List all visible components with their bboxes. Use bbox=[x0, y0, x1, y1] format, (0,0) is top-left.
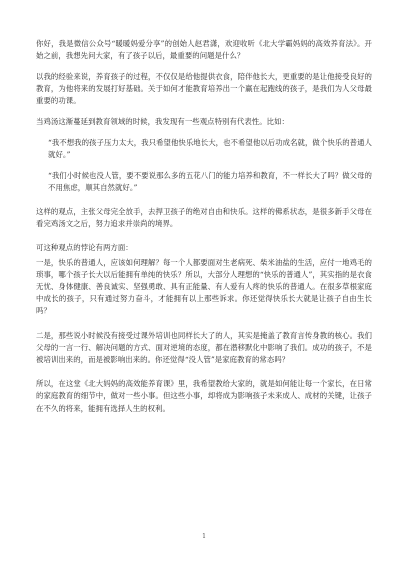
conclusion-paragraph: 所以，在这堂《北大妈妈的高效能养育课》里，我希望教给大家的，就是如何能让每一个家长，在日常的家庭教育的细节中，做对一些小事。但这些小事，却将成为影响孩子未来成人、成材的关键，让孩子在不久的将来，能拥有选择人生的权利。 bbox=[36, 379, 372, 413]
paradox-heading: 可这种观点的悖论有两方面： bbox=[36, 243, 133, 253]
buddhist-parenting-paragraph: 这样的观点，主张父母完全放手，去捍卫孩子的绝对自由和快乐。这样的佛系状态，是很多新手父母在看完鸡汤文之后，努力追求并崇尚的境界。 bbox=[36, 207, 372, 229]
quote-paragraph-1: “我不想我的孩子压力太大，我只希望他快乐地长大，也不希望他以后功成名就，做个快乐的普通人就好。” bbox=[48, 137, 372, 159]
experience-paragraph: 以我的经验来说，养育孩子的过程，不仅仅是给他提供衣食，陪伴他长大，更重要的是让他接受良好的教育，为他将来的发展打好基础。关于如何才能教育培养出一个赢在起跑线的孩子，是我们为人父母最重要的功课。 bbox=[36, 71, 372, 106]
paradox-two-paragraph: 二是，那些说小时候没有接受过课外培训也同样长大了的人，其实是掩盖了教育言传身教的核心。我们父母的一言一行、解决问题的方式、面对逆境的态度，都在潜移默化中影响了我们。成功的孩子，不是被培训出来的，而是被影响出来的。你还觉得“没人管”是家庭教育的常态吗？ bbox=[36, 330, 372, 365]
viewpoints-lead-paragraph: 当鸡汤这渐蔓延到教育领域的时候，我发现有一些观点特别有代表性。比如： bbox=[36, 117, 289, 127]
intro-paragraph: 你好，我是微信公众号“暖暖妈爱分享”的创始人赵君潇，欢迎收听《北大学霸妈妈的高效养育法》。开始之前，我想先问大家，有了孩子以后，最重要的问题是什么？ bbox=[36, 39, 372, 61]
page-number: 1 bbox=[202, 533, 206, 540]
quote-paragraph-2: “我们小时候也没人管，要不要说那么多的五花八门的能力培养和教育，不一样长大了吗？做父母的不用焦虑，顺其自然就好。” bbox=[48, 170, 372, 192]
paradox-one-paragraph: 一是，快乐的普通人，应该如何理解？每一个人都要面对生老病死、柴米油盐的生活，应付一地鸡毛的琐事，哪个孩子长大以后能拥有单纯的快乐？所以，大部分人理想的“快乐的普通人”，其实指的是衣食无忧、身体健康、善良诚实、坚强勇敢、具有正能量、有人爱有人疼的快乐的普通人。在很多草根家庭中成长的孩子，只有通过努力奋斗，才能拥有以上那些诉求。你还觉得快乐长大就是让孩子自由生长吗？ bbox=[36, 257, 372, 316]
